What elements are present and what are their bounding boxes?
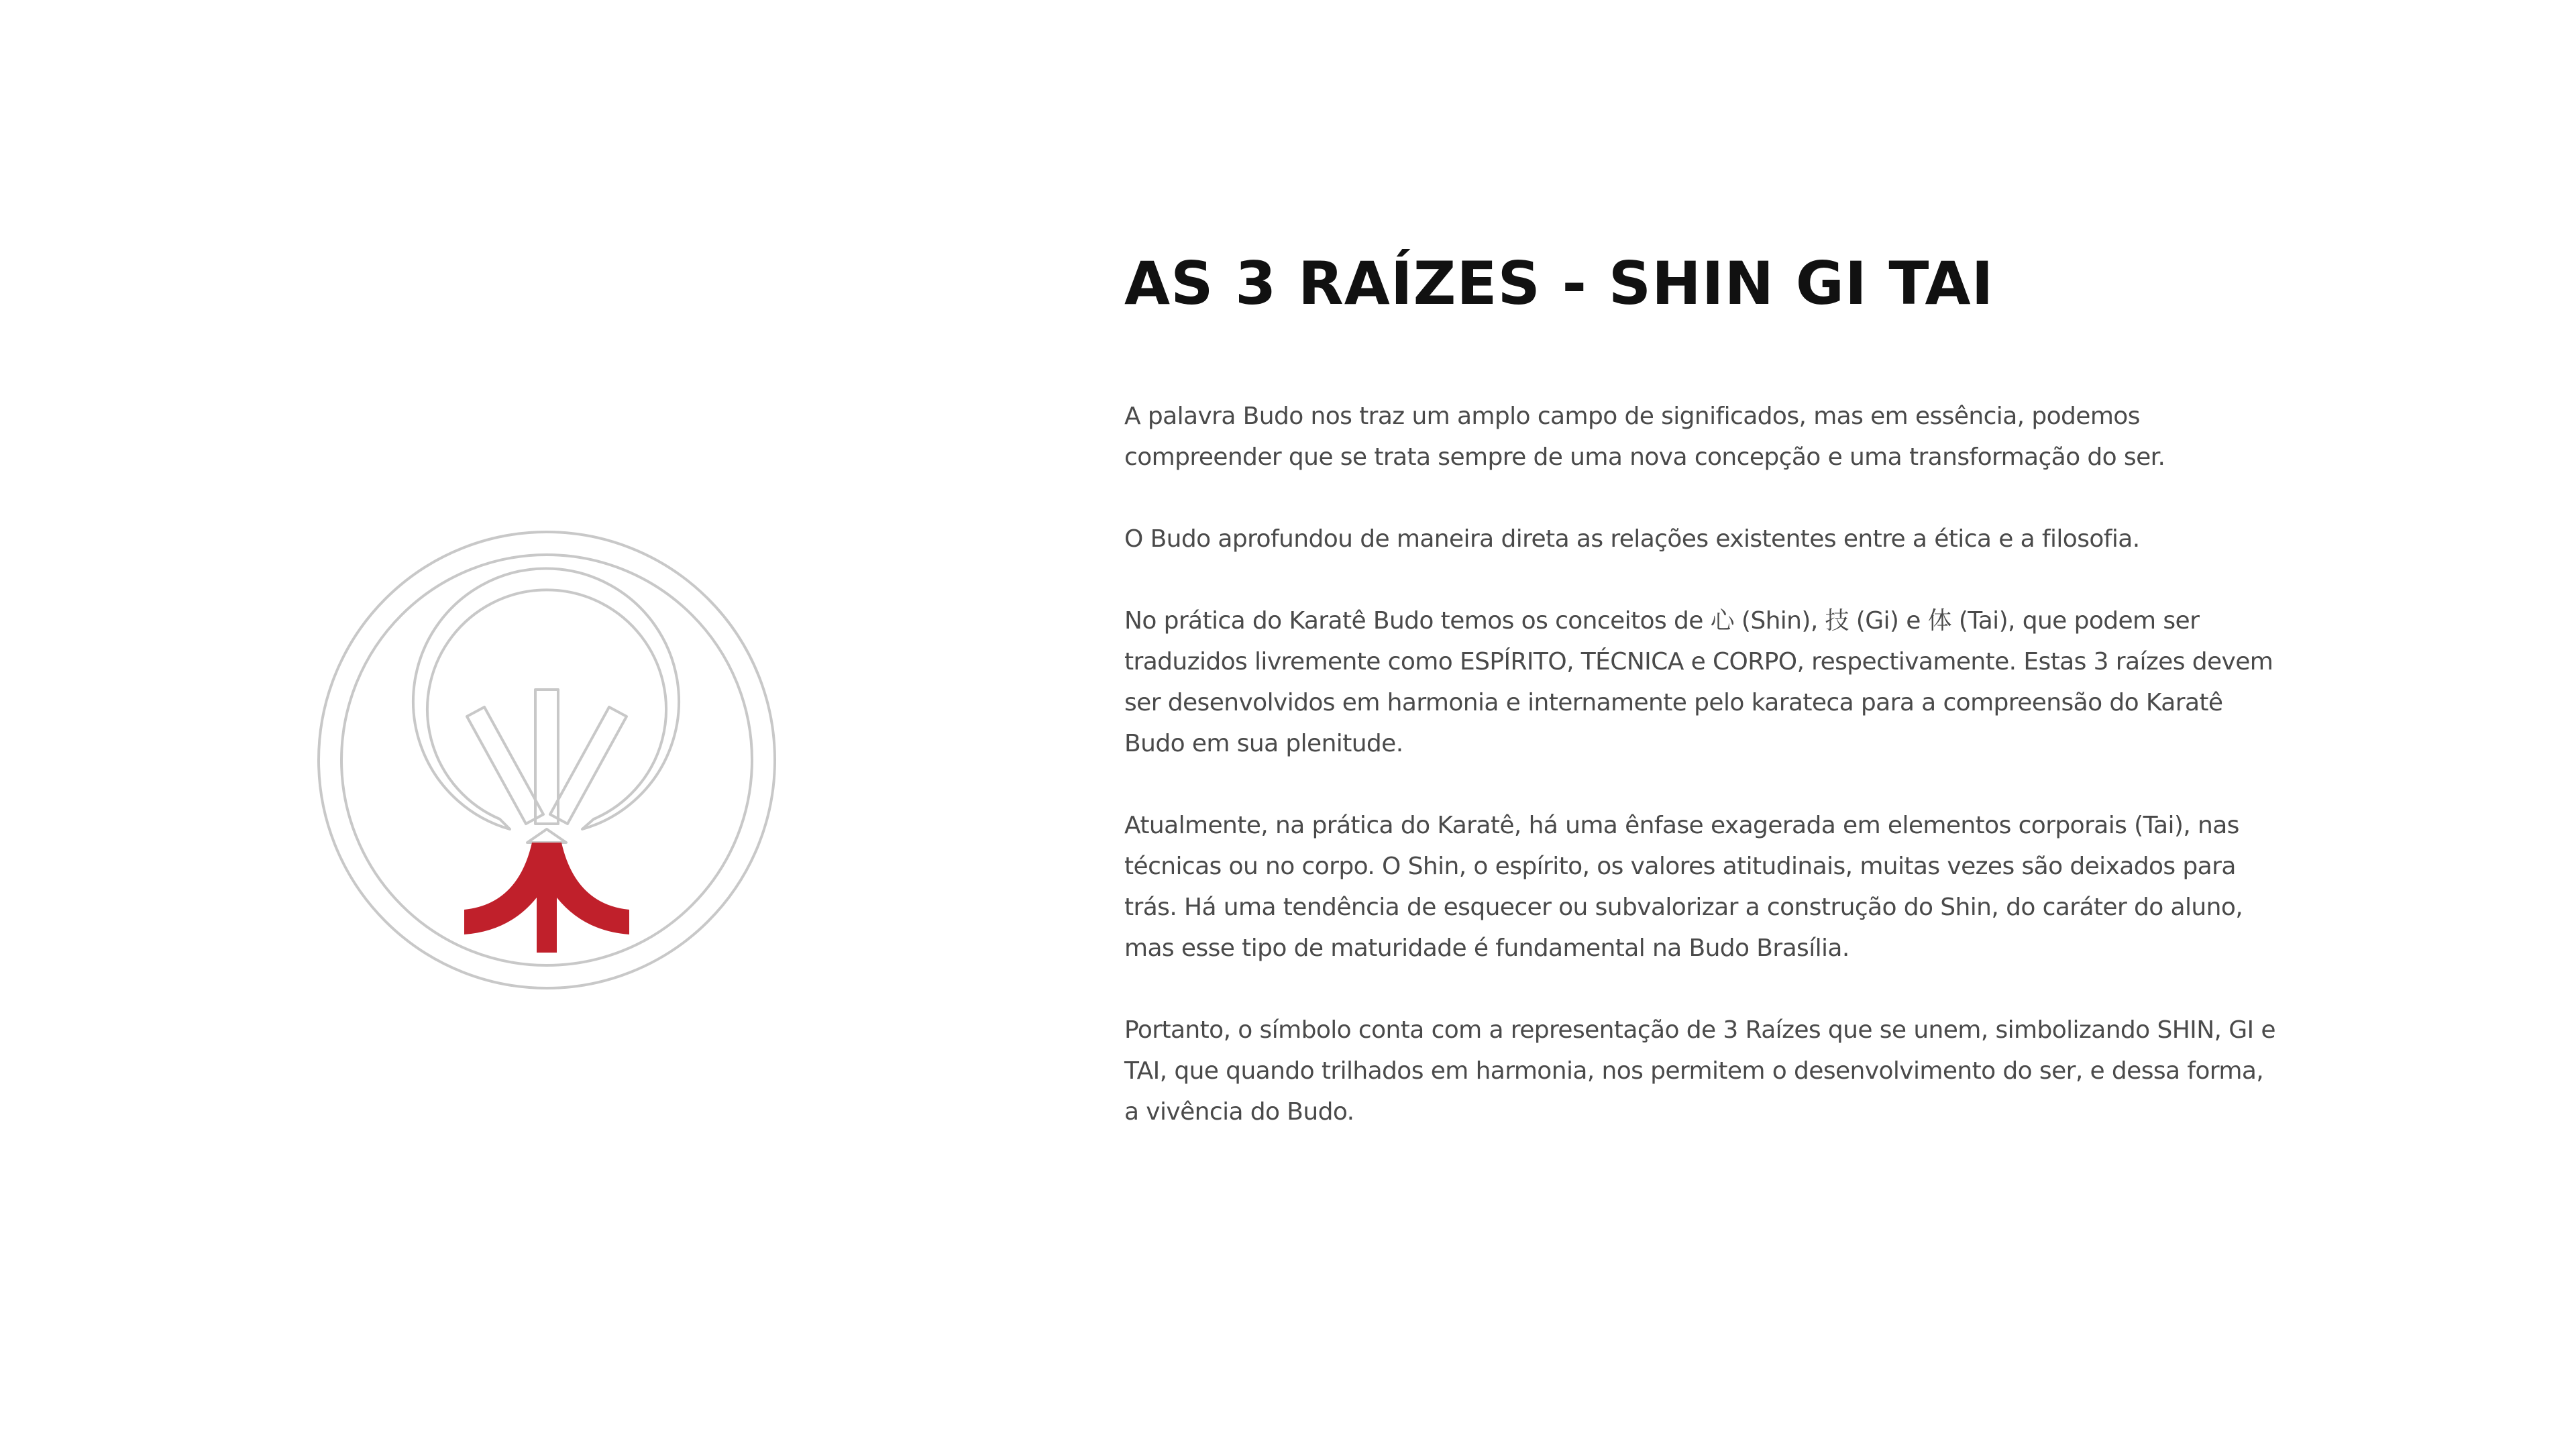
paragraph-shin-gi-tai: No prática do Karatê Budo temos os conceitos de 心 (Shin), 技 (Gi) e 体 (Tai), que podem ser traduzidos livremente como ESPÍRITO, TÉCNICA e CORPO, respectivamente. Estas 3 raízes devem ser desenvolvidos em harmonia e internamente pelo karateca para a compreensão do Karatê Budo em sua plenitude.: [1124, 607, 2273, 757]
paragraph-budo-meaning: A palavra Budo nos traz um amplo campo de significados, mas em essência, podemos compreender que se trata sempre de uma nova concepção e uma transformação do ser.: [1124, 402, 2165, 471]
three-roots-emblem-icon: [315, 529, 778, 991]
body-text: [1124, 396, 2278, 1132]
red-base-root: [464, 843, 629, 953]
upper-arc: [413, 569, 679, 829]
page-title: AS 3 RAÍZES - SHIN GI TAI: [1124, 249, 1994, 318]
content-column: [1124, 247, 2278, 1173]
paragraph-ethics-philosophy: O Budo aprofundou de maneira direta as relações existentes entre a ética e a filosofia.: [1124, 525, 2140, 553]
paragraph-current-practice: Atualmente, na prática do Karatê, há uma ênfase exagerada em elementos corporais (Tai), nas técnicas ou no corpo. O Shin, o espírito, os valores atitudinais, muitas vezes são deixados para trás. Há uma tendência de esquecer ou subvalorizar a construção do Shin, do caráter do aluno, mas esse tipo de maturidade é fundamental na Budo Brasília.: [1124, 812, 2243, 962]
root-junction: [527, 829, 566, 843]
three-roots-symbol: [315, 529, 778, 991]
paragraph-symbol-meaning: Portanto, o símbolo conta com a representação de 3 Raízes que se unem, simbolizando SHIN, GI e TAI, que quando trilhados em harmonia, nos permitem o desenvolvimento do ser, e dessa forma, a vivência do Budo.: [1124, 1016, 2275, 1126]
